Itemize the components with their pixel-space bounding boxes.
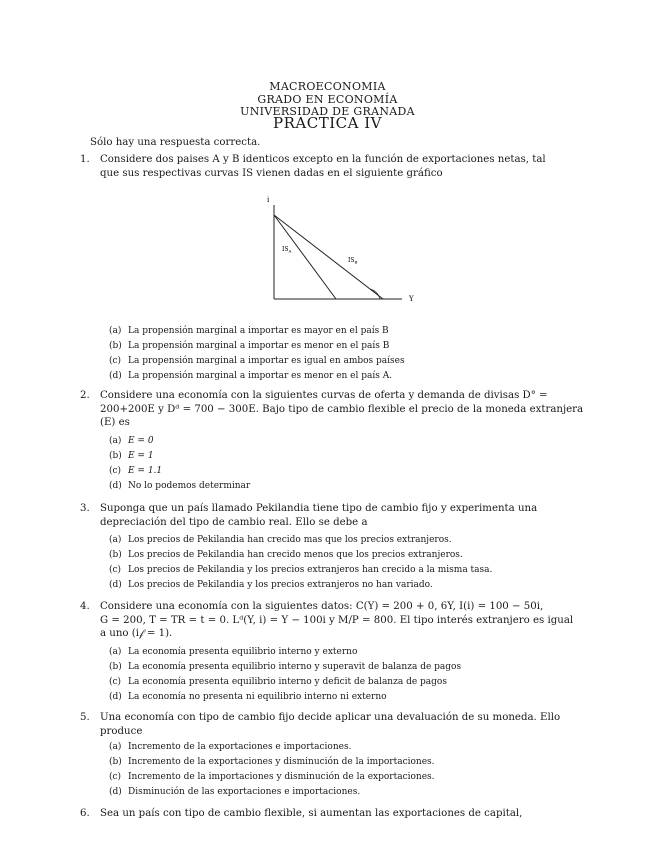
option-c[interactable] (109, 677, 447, 687)
option-label: (c) (109, 772, 122, 782)
option-label: (c) (109, 466, 122, 476)
option-a[interactable] (109, 535, 452, 545)
x-axis-label: Y (409, 295, 414, 303)
question-line: produce (100, 725, 143, 737)
option-text: Los precios de Pekilandia han crecido mas que los precios extranjeros. (128, 535, 452, 545)
option-a[interactable] (109, 326, 389, 336)
question-1 (80, 153, 590, 180)
question-line: a uno (i𝒻 = 1). (100, 628, 173, 639)
option-d[interactable] (109, 787, 360, 797)
page-title: PRACTICA IV (273, 114, 382, 132)
question-line: 200+200E y Dᵈ = 700 − 300E. Bajo tipo de cambio flexible el precio de la moneda extranjera (100, 403, 584, 415)
option-text: Incremento de la exportaciones y disminución de la importaciones. (128, 757, 435, 767)
option-label: (d) (109, 787, 122, 797)
option-label: (b) (109, 757, 122, 767)
option-text: La propensión marginal a importar es menor en el país B (128, 341, 390, 351)
header-line-3: UNIVERSIDAD DE GRANADA (240, 105, 415, 118)
option-text: Los precios de Pekilandia y los precios extranjeros han crecido a la misma tasa. (128, 565, 493, 575)
option-label: (c) (109, 565, 122, 575)
option-label: (a) (109, 535, 122, 545)
option-text: La economía presenta equilibrio interno y superavit de balanza de pagos (128, 662, 462, 672)
option-label: (b) (109, 550, 122, 560)
option-label: (d) (109, 371, 122, 381)
option-b[interactable] (109, 757, 435, 767)
option-label: (b) (109, 451, 122, 461)
question-3 (80, 502, 590, 529)
question-number: 6. (80, 808, 90, 819)
option-label: (c) (109, 356, 122, 366)
option-b[interactable] (109, 550, 463, 560)
intro-text: Sólo hay una respuesta correcta. (90, 137, 261, 148)
header-line-1: MACROECONOMIA (269, 80, 386, 93)
option-d[interactable] (109, 692, 387, 702)
question-line: Sea un país con tipo de cambio flexible, si aumentan las exportaciones de capital, (100, 808, 523, 819)
option-label: (d) (109, 580, 122, 590)
question-5 (80, 711, 590, 738)
option-text: La economía no presenta ni equilibrio interno ni externo (128, 692, 387, 702)
option-label: (a) (109, 326, 122, 336)
is-a-label: $IS_A$ (282, 246, 292, 254)
question-line: Considere dos paises A y B identicos excepto en la función de exportaciones netas, tal (100, 154, 546, 165)
option-c[interactable] (109, 356, 405, 366)
is-b-label: $IS_B$ (348, 257, 358, 265)
option-a[interactable] (109, 436, 154, 446)
option-b[interactable] (109, 451, 154, 461)
question-text (100, 502, 590, 529)
option-text: E = 0 (128, 436, 154, 446)
option-d[interactable] (109, 481, 250, 491)
option-label: (a) (109, 436, 122, 446)
option-b[interactable] (109, 341, 389, 351)
option-text: E = 1 (128, 451, 154, 461)
option-c[interactable] (109, 772, 435, 782)
question-text (100, 807, 590, 821)
question-line: Una economía con tipo de cambio fijo decide aplicar una devaluación de su moneda. Ello (100, 712, 561, 723)
option-text: Los precios de Pekilandia han crecido menos que los precios extranjeros. (128, 550, 463, 560)
question-line: G = 200, T = TR = t = 0. Lᵈ(Y, i) = Y − 100i y M/P = 800. El tipo interés extranjero es igual (100, 614, 574, 626)
header-line-2: GRADO EN ECONOMÍA (257, 93, 398, 106)
question-2 (80, 389, 590, 430)
option-text: La propensión marginal a importar es menor en el país A. (128, 371, 393, 381)
option-label: (a) (109, 742, 122, 752)
option-d[interactable] (109, 371, 392, 381)
option-text: Incremento de la importaciones y disminución de la exportaciones. (128, 772, 435, 782)
question-line: Considere una economía con la siguientes datos: C(Y) = 200 + 0, 6Y, I(i) = 100 − 50i, (100, 601, 544, 612)
option-b[interactable] (109, 662, 461, 672)
question-text (100, 711, 590, 738)
question-6 (80, 807, 590, 821)
y-axis-label: i (267, 196, 270, 204)
option-text: No lo podemos determinar (128, 481, 251, 491)
question-number: 3. (80, 503, 90, 514)
option-c[interactable] (109, 565, 492, 575)
question-line: Suponga que un país llamado Pekilandia tiene tipo de cambio fijo y experimenta una (100, 503, 538, 514)
is-a-curve (274, 215, 336, 299)
question-text (100, 600, 590, 641)
question-line: (E) es (100, 417, 130, 428)
is-curves-graph (262, 193, 422, 308)
option-text: La economía presenta equilibrio interno y externo (128, 647, 358, 657)
is-b-curve (274, 215, 383, 299)
option-c[interactable] (109, 466, 162, 476)
option-text: La propensión marginal a importar es igual en ambos países (128, 356, 405, 366)
question-line: depreciación del tipo de cambio real. Ello se debe a (100, 516, 368, 528)
question-text (100, 153, 590, 180)
option-text: Disminución de las exportaciones e importaciones. (128, 787, 361, 797)
option-label: (d) (109, 692, 122, 702)
option-label: (d) (109, 481, 122, 491)
question-number: 1. (80, 154, 90, 165)
option-text: Incremento de la exportaciones e importaciones. (128, 742, 352, 752)
option-text: La propensión marginal a importar es mayor en el país B (128, 326, 389, 336)
question-number: 5. (80, 712, 90, 723)
option-label: (b) (109, 341, 122, 351)
question-line: que sus respectivas curvas IS vienen dadas en el siguiente gráfico (100, 167, 443, 179)
question-text (100, 389, 590, 430)
question-line: Considere una economía con la siguientes curvas de oferta y demanda de divisas D° = (100, 390, 548, 401)
option-text: La economía presenta equilibrio interno y deficit de balanza de pagos (128, 677, 447, 687)
option-a[interactable] (109, 742, 351, 752)
option-label: (b) (109, 662, 122, 672)
option-label: (c) (109, 677, 122, 687)
option-d[interactable] (109, 580, 433, 590)
option-text: E = 1.1 (128, 466, 163, 476)
question-4 (80, 600, 590, 641)
question-number: 4. (80, 601, 90, 612)
question-number: 2. (80, 390, 90, 401)
option-label: (a) (109, 647, 122, 657)
option-text: Los precios de Pekilandia y los precios extranjeros no han variado. (128, 580, 433, 590)
option-a[interactable] (109, 647, 357, 657)
